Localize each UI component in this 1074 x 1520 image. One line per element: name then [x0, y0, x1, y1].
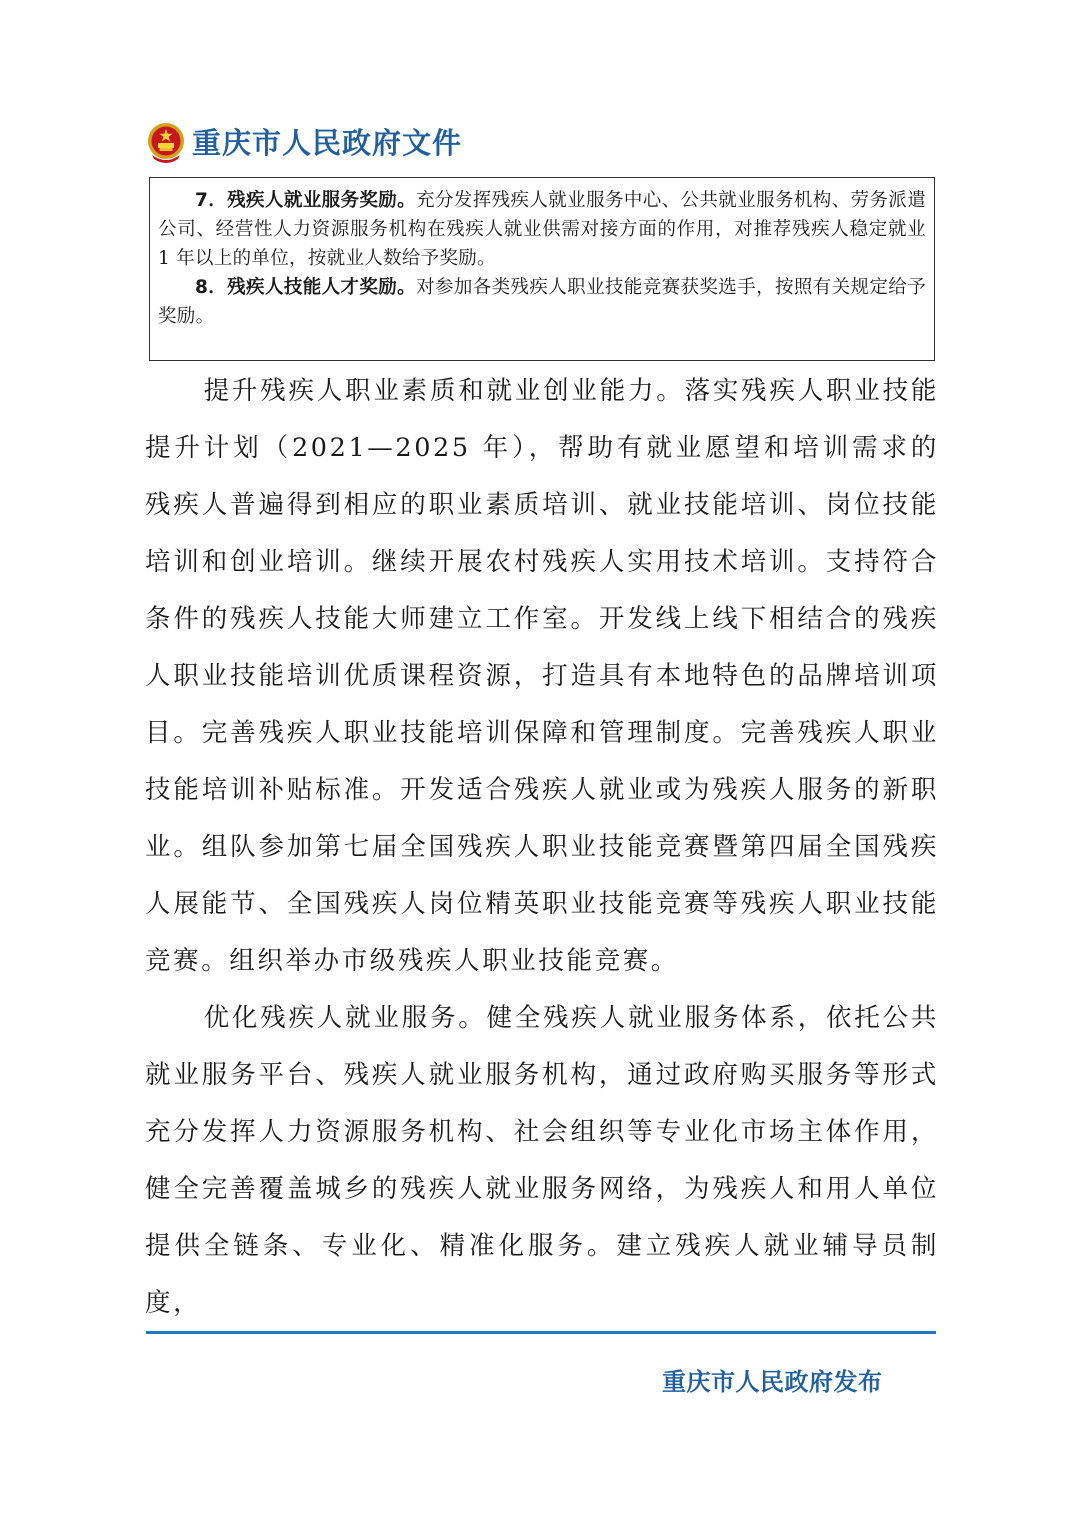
footer-publisher: 重庆市人民政府发布 [662, 1368, 883, 1396]
item-7-text: 充分发挥残疾人就业服务中心、公共就业服务机构、劳务派遣公司、经营性人力资源服务机构在残疾人就业供需对接方面的作用，对推荐残疾人稳定就业 1 年以上的单位，按就业人数给予奖励。 [158, 190, 926, 269]
item-8-text: 对参加各类残疾人职业技能竞赛获奖选手，按照有关规定给予奖励。 [158, 277, 926, 327]
document-header [146, 118, 462, 168]
item-8-paragraph [158, 273, 926, 331]
footer-divider [146, 1331, 936, 1334]
body-paragraph-2: 优化残疾人就业服务。健全残疾人就业服务体系，依托公共就业服务平台、残疾人就业服务机构，通过政府购买服务等形式充分发挥人力资源服务机构、社会组织等专业化市场主体作用，健全完善覆盖城乡的残疾人就业服务网络，为残疾人和用人单位提供全链条、专业化、精准化服务。建立残疾人就业辅导员制度， [145, 1003, 939, 1318]
reward-items-box [149, 177, 935, 361]
national-emblem-icon [146, 121, 186, 165]
item-7-paragraph [158, 186, 926, 273]
item-7-lead: 7．残疾人就业服务奖励。 [195, 190, 417, 211]
body-text [145, 363, 939, 1332]
item-8-lead: 8．残疾人技能人才奖励。 [195, 277, 417, 298]
document-title: 重庆市人民政府文件 [192, 126, 463, 160]
body-paragraph-1: 提升残疾人职业素质和就业创业能力。落实残疾人职业技能提升计划（2021—2025 年），帮助有就业愿望和培训需求的残疾人普遍得到相应的职业素质培训、就业技能培训、岗位技能培训和创业培训。继续开展农村残疾人实用技术培训。支持符合条件的残疾人技能大师建立工作室。开发线上线下相结合的残疾人职业技能培训优质课程资源，打造具有本地特色的品牌培训项目。完善残疾人职业技能培训保障和管理制度。完善残疾人职业技能培训补贴标准。开发适合残疾人就业或为残疾人服务的新职业。组队参加第七届全国残疾人职业技能竞赛暨第四届全国残疾人展能节、全国残疾人岗位精英职业技能竞赛等残疾人职业技能竞赛。组织举办市级残疾人职业技能竞赛。 [145, 376, 939, 976]
